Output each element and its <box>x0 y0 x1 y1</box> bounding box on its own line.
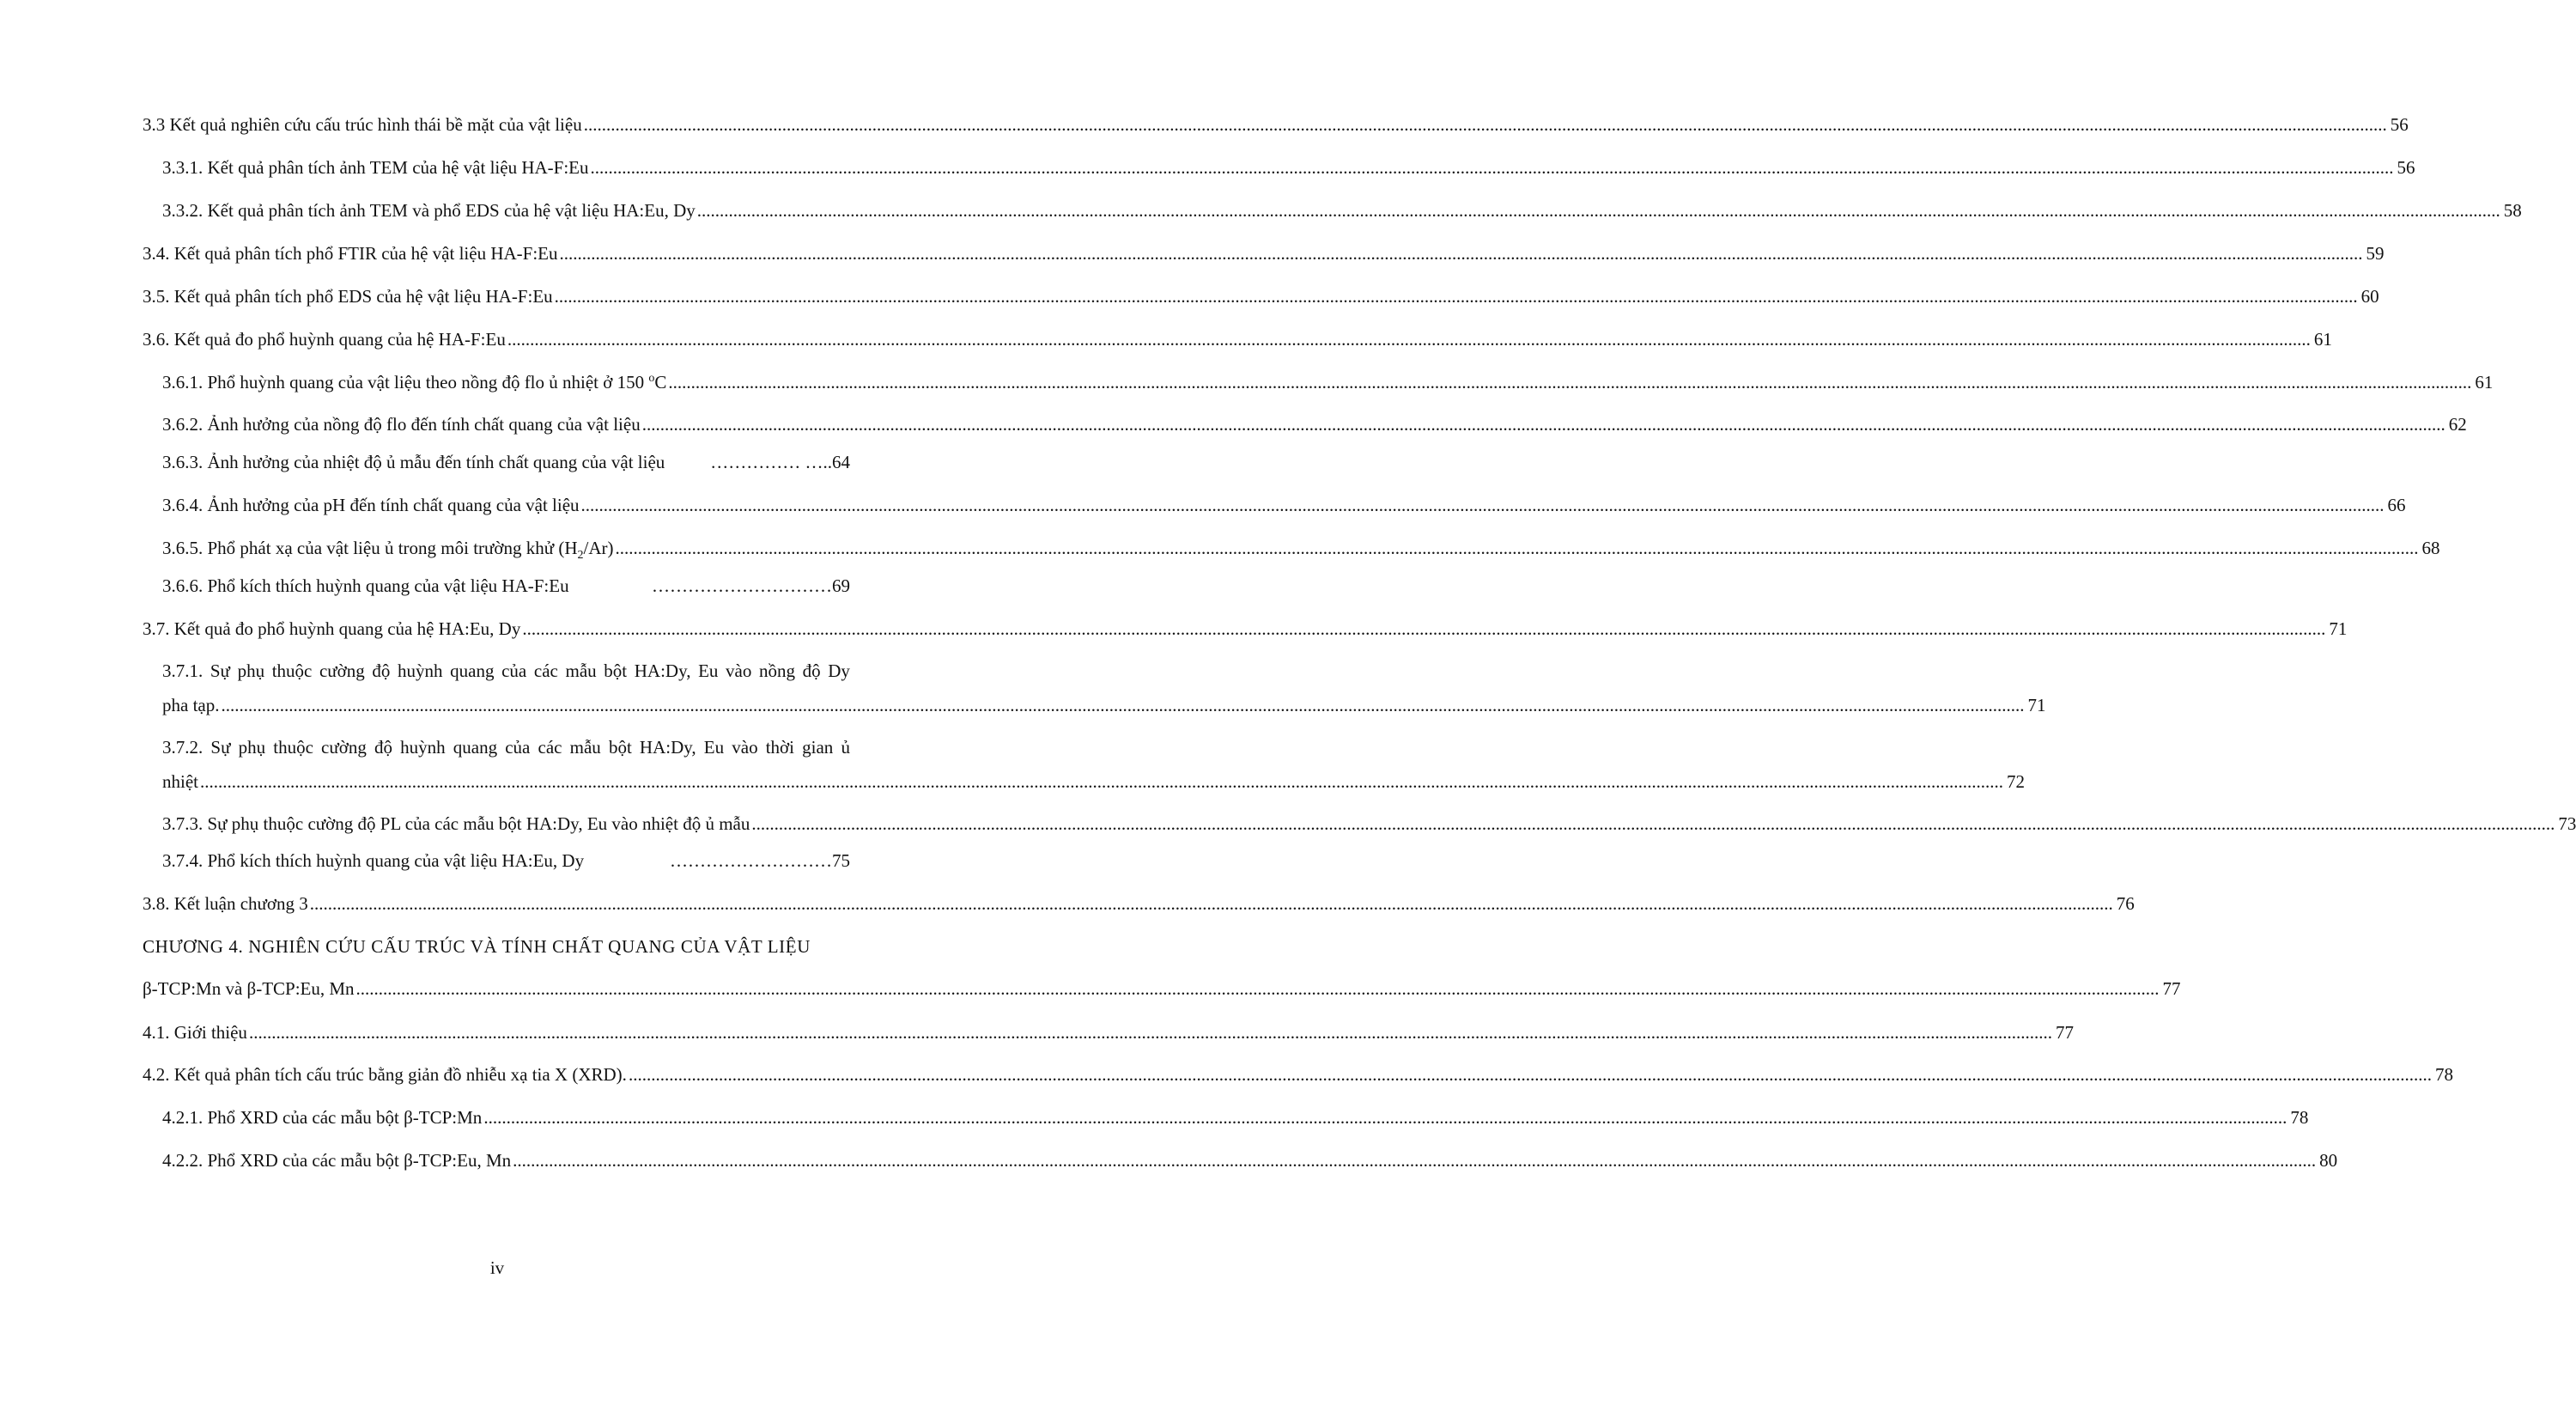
toc-page-number: 72 <box>2007 771 2025 792</box>
title-word: vào <box>732 737 758 758</box>
dot-leader: ................................................................................................................................................................................................................................................................................................................................................................................................................ <box>507 329 2311 350</box>
toc-entry-title-part: /Ar) <box>583 538 614 558</box>
title-word: các <box>538 737 562 758</box>
title-word: Sự <box>210 660 230 681</box>
toc-entry-title: 3.7.4. Phổ kích thích huỳnh quang của vật liệu HA:Eu, Dy <box>162 850 585 871</box>
toc-page-number: 56 <box>2390 114 2409 135</box>
toc-entry-title-line <box>162 730 850 764</box>
title-word: bột <box>604 660 628 681</box>
toc-page-number: 71 <box>2329 618 2348 639</box>
dot-leader: ................................................................................................................................................................................................................................................................................................................................................................................................................ <box>615 538 2419 558</box>
toc-page-number: 75 <box>832 850 850 871</box>
toc-entry-title: 3.3 Kết quả nghiên cứu cấu trúc hình thái bề mặt của vật liệu <box>143 114 582 135</box>
title-word: của <box>505 737 531 758</box>
dot-leader: ................................................................................................................................................................................................................................................................................................................................................................................................................ <box>641 414 2445 435</box>
dot-leader: ................................................................................................................................................................................................................................................................................................................................................................................................................ <box>696 200 2500 221</box>
toc-page-number: 78 <box>2434 1064 2453 1085</box>
dot-leader: ................................................................................................................................................................................................................................................................................................................................................................................................................ <box>522 618 2326 639</box>
dot-leader: ................................................................................................................................................................................................................................................................................................................................................................................................................ <box>309 893 2113 914</box>
toc-entry-title <box>162 531 614 565</box>
toc-page-number: 61 <box>2313 329 2332 350</box>
dot-leader: ................................................................................................................................................................................................................................................................................................................................................................................................................ <box>751 813 2555 834</box>
dot-leader: ................................................................................................................................................................................................................................................................................................................................................................................................................ <box>583 114 2387 135</box>
dot-leader: …………… ….. <box>710 452 832 472</box>
toc-page-number: 61 <box>2475 372 2494 393</box>
toc-entry-title: 3.6.6. Phổ kích thích huỳnh quang của vật liệu HA-F:Eu <box>162 575 569 596</box>
title-word: mẫu <box>569 737 601 758</box>
toc-page-number: 68 <box>2421 538 2440 558</box>
toc-entry-title: 3.6. Kết quả đo phổ huỳnh quang của hệ HA-F:Eu <box>143 329 506 350</box>
dot-leader: ................................................................................................................................................................................................................................................................................................................................................................................................................ <box>590 157 2394 178</box>
title-word: vào <box>726 660 752 681</box>
title-word: 3.7.1. <box>162 660 204 681</box>
dot-leader: ................................................................................................................................................................................................................................................................................................................................................................................................................ <box>559 243 2363 264</box>
toc-page-number: 69 <box>832 575 850 596</box>
title-word: phụ <box>238 737 266 758</box>
subscript: 2 <box>577 549 584 563</box>
toc-page-number: 80 <box>2319 1150 2338 1171</box>
dot-leader: ................................................................................................................................................................................................................................................................................................................................................................................................................ <box>355 978 2160 999</box>
toc-entry-title-line <box>162 654 850 688</box>
toc-page-number: 77 <box>2055 1022 2074 1043</box>
toc-page-number: 76 <box>2116 893 2135 914</box>
toc-entry-title: 3.3.2. Kết quả phân tích ảnh TEM và phổ EDS của hệ vật liệu HA:Eu, Dy <box>162 200 696 221</box>
dot-leader: ................................................................................................................................................................................................................................................................................................................................................................................................................ <box>483 1107 2287 1128</box>
toc-entry-title: 3.6.4. Ảnh hưởng của pH đến tính chất quang của vật liệu <box>162 495 580 515</box>
title-word: nồng <box>758 660 795 681</box>
toc-entry-title: 3.7. Kết quả đo phổ huỳnh quang của hệ HA:Eu, Dy <box>143 618 521 639</box>
dot-leader: ................................................................................................................................................................................................................................................................................................................................................................................................................ <box>248 1022 2052 1043</box>
toc-entry-title: 3.5. Kết quả phân tích phổ EDS của hệ vật liệu HA-F:Eu <box>143 286 553 307</box>
toc-page-number: 73 <box>2558 813 2576 834</box>
toc-page-number: 64 <box>832 452 850 472</box>
dot-leader: ................................................................................................................................................................................................................................................................................................................................................................................................................ <box>580 495 2385 515</box>
toc-entry-title: 4.1. Giới thiệu <box>143 1022 247 1043</box>
toc-page-number: 58 <box>2503 200 2522 221</box>
title-word: độ <box>802 660 821 681</box>
title-word: Dy <box>828 660 850 681</box>
title-word: thuộc <box>271 660 313 681</box>
title-word: 3.7.2. <box>162 737 204 758</box>
dot-leader: ................................................................................................................................................................................................................................................................................................................................................................................................................ <box>668 372 2472 393</box>
title-word: cường <box>319 660 365 681</box>
title-word: độ <box>374 737 392 758</box>
toc-entry-title-part: 3.6.5. Phổ phát xạ của vật liệu ủ trong môi trường khử (H <box>162 538 578 558</box>
title-word: mẫu <box>565 660 597 681</box>
toc-entry-title: 3.7.3. Sự phụ thuộc cường độ PL của các mẫu bột HA:Dy, Eu vào nhiệt độ ủ mẫu <box>162 813 750 834</box>
toc-entry-title: 3.8. Kết luận chương 3 <box>143 893 308 914</box>
toc-page-number: 66 <box>2387 495 2406 515</box>
toc-entry-title: 4.2.1. Phổ XRD của các mẫu bột β-TCP:Mn <box>162 1107 483 1128</box>
toc-page-number: 78 <box>2290 1107 2309 1128</box>
toc-page-number: 59 <box>2366 243 2385 264</box>
dot-leader: ………………………… <box>652 575 832 596</box>
toc-entry-title: β-TCP:Mn và β-TCP:Eu, Mn <box>143 978 355 999</box>
page-number: iv <box>489 1257 505 1278</box>
toc-entry-title: pha tạp. <box>162 695 220 715</box>
title-word: quang <box>453 737 498 758</box>
chapter-heading: CHƯƠNG 4. NGHIÊN CỨU CẤU TRÚC VÀ TÍNH CHẤT QUANG CỦA VẬT LIỆU <box>143 936 811 957</box>
toc-entry-title: 4.2.2. Phổ XRD của các mẫu bột β-TCP:Eu, Mn <box>162 1150 512 1171</box>
title-word: huỳnh <box>398 660 443 681</box>
title-word: cường <box>321 737 367 758</box>
toc-entry-title-part: 3.6.1. Phổ huỳnh quang của vật liệu theo nồng độ flo ủ nhiệt ở 150 <box>162 372 649 393</box>
dot-leader: ................................................................................................................................................................................................................................................................................................................................................................................................................ <box>221 695 2025 715</box>
dot-leader: ................................................................................................................................................................................................................................................................................................................................................................................................................ <box>628 1064 2432 1085</box>
toc-page-number: 56 <box>2397 157 2415 178</box>
toc-entry-title: 3.3.1. Kết quả phân tích ảnh TEM của hệ vật liệu HA-F:Eu <box>162 157 589 178</box>
dot-leader: ................................................................................................................................................................................................................................................................................................................................................................................................................ <box>513 1150 2317 1171</box>
toc-entry-title: 3.4. Kết quả phân tích phổ FTIR của hệ vật liệu HA-F:Eu <box>143 243 558 264</box>
toc-page-number: 71 <box>2027 695 2046 715</box>
title-word: của <box>501 660 527 681</box>
toc-entry-title: 3.6.3. Ảnh hưởng của nhiệt độ ủ mẫu đến tính chất quang của vật liệu <box>162 452 665 472</box>
dot-leader: ................................................................................................................................................................................................................................................................................................................................................................................................................ <box>200 771 2003 792</box>
title-word: các <box>533 660 558 681</box>
toc-entry-title: 4.2. Kết quả phân tích cấu trúc bằng giản đồ nhiễu xạ tia X (XRD). <box>143 1064 627 1085</box>
dot-leader: ……………………… <box>670 850 832 871</box>
title-word: Sự <box>210 737 231 758</box>
title-word: Eu <box>698 660 719 681</box>
title-word: độ <box>372 660 391 681</box>
title-word: HA:Dy, <box>639 737 696 758</box>
toc-entry-title-part: C <box>654 372 667 393</box>
dot-leader: ................................................................................................................................................................................................................................................................................................................................................................................................................ <box>554 286 2358 307</box>
title-word: ủ <box>841 737 850 758</box>
superscript: o <box>648 372 655 385</box>
title-word: thuộc <box>273 737 313 758</box>
title-word: phụ <box>237 660 265 681</box>
title-word: bột <box>608 737 632 758</box>
title-word: HA:Dy, <box>634 660 691 681</box>
toc-entry-title: nhiệt <box>162 771 198 792</box>
toc-page-number: 62 <box>2448 414 2467 435</box>
title-word: quang <box>450 660 495 681</box>
toc-entry-title: 3.6.2. Ảnh hưởng của nồng độ flo đến tính chất quang của vật liệu <box>162 414 641 435</box>
title-word: huỳnh <box>400 737 446 758</box>
title-word: gian <box>802 737 834 758</box>
toc-entry-title <box>162 365 666 399</box>
toc-page-number: 60 <box>2360 286 2379 307</box>
toc-page-number: 77 <box>2162 978 2181 999</box>
title-word: thời <box>765 737 794 758</box>
title-word: Eu <box>703 737 725 758</box>
